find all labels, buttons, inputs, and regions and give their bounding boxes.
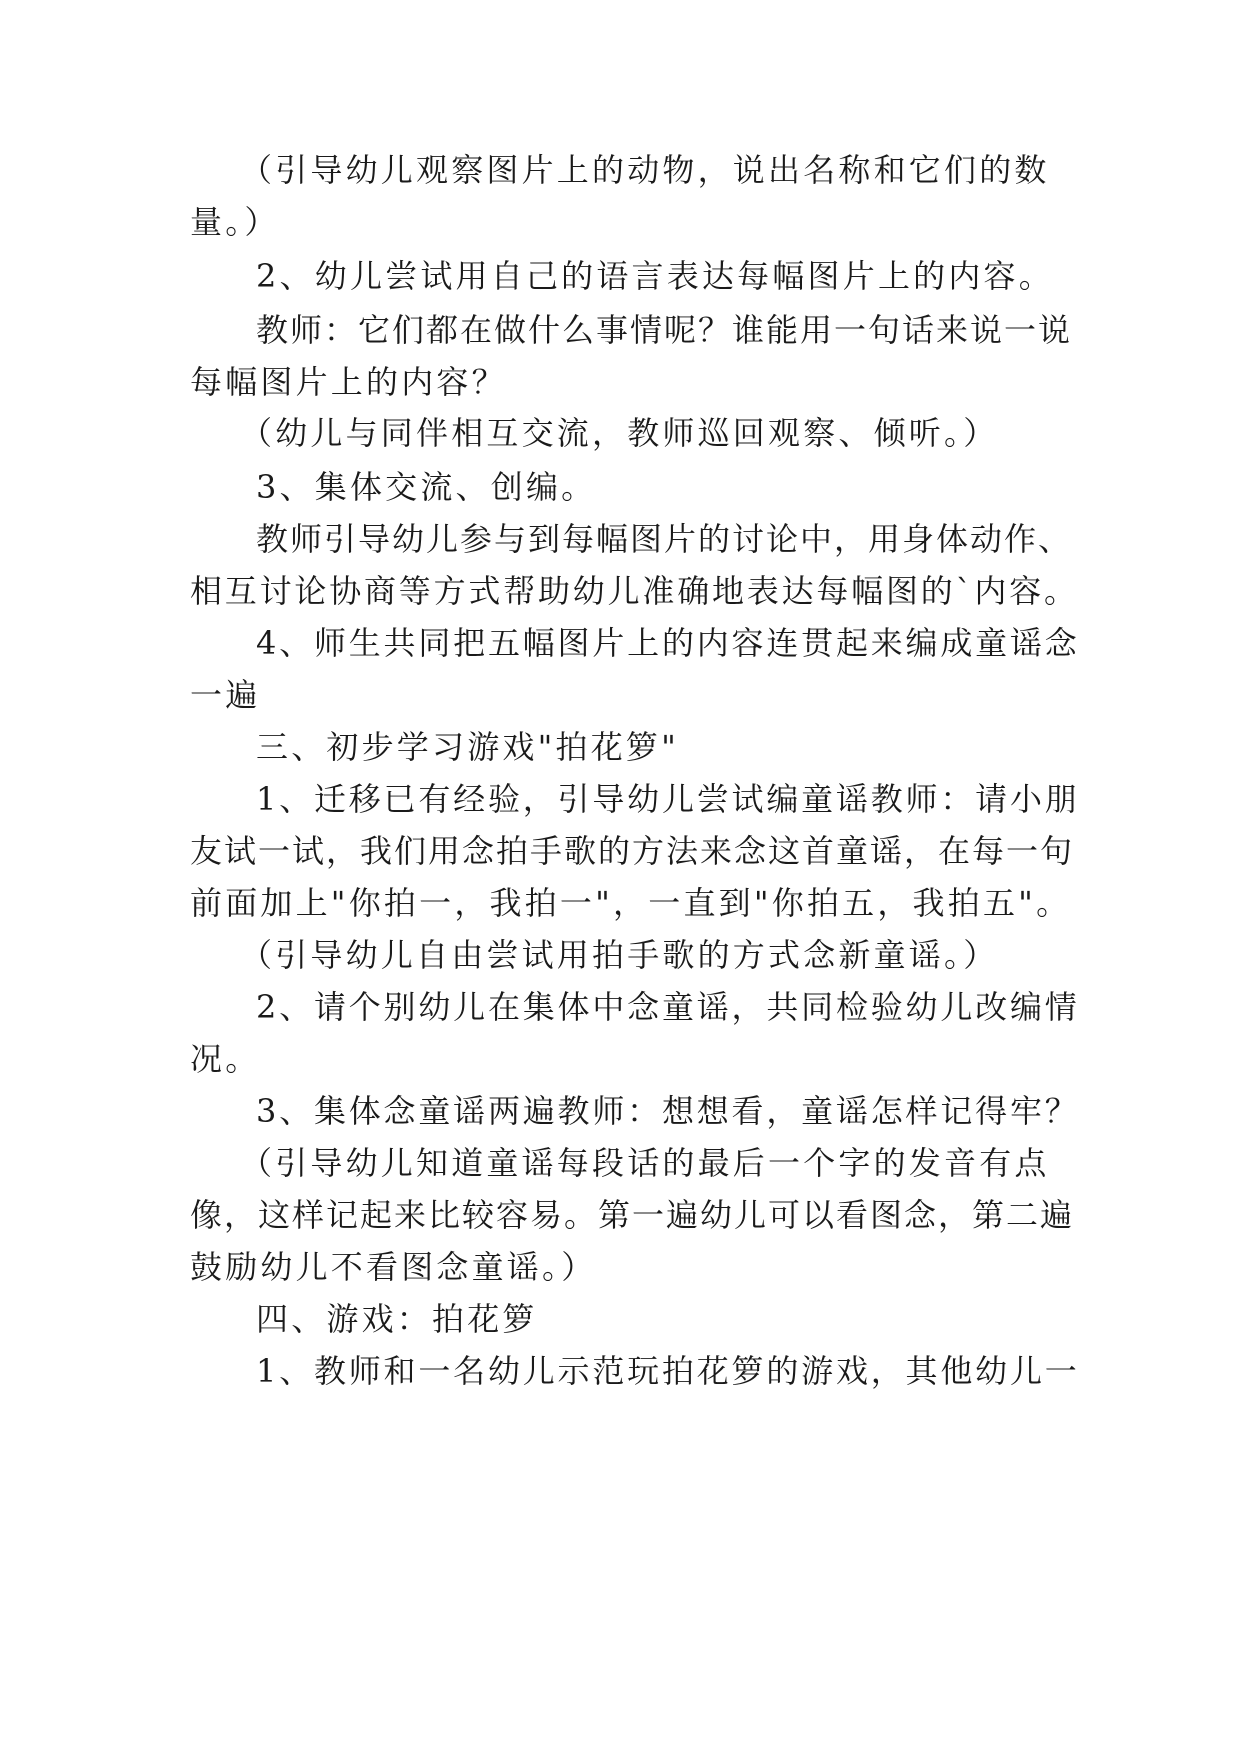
text-line: 1、教师和一名幼儿示范玩拍花箩的游戏，其他幼儿一 <box>256 1352 1080 1390</box>
text-line: 相互讨论协商等方式帮助幼儿准确地表达每幅图的`内容。 <box>190 572 1079 610</box>
text-line: 三、初步学习游戏"拍花箩" <box>256 728 680 766</box>
text-line: 2、幼儿尝试用自己的语言表达每幅图片上的内容。 <box>256 257 1054 295</box>
text-line: 4、师生共同把五幅图片上的内容连贯起来编成童谣念 <box>256 624 1080 662</box>
text-line: 3、集体念童谣两遍教师：想想看，童谣怎样记得牢？ <box>256 1092 1080 1130</box>
text-line: （引导幼儿自由尝试用拍手歌的方式念新童谣。） <box>240 936 999 974</box>
text-line: （引导幼儿观察图片上的动物，说出名称和它们的数 <box>240 151 1050 189</box>
text-line: 教师引导幼儿参与到每幅图片的讨论中，用身体动作、 <box>256 520 1073 558</box>
text-line: 量。） <box>190 203 280 241</box>
text-line: 鼓励幼儿不看图念童谣。） <box>190 1248 597 1286</box>
text-line: 况。 <box>190 1040 261 1078</box>
text-line: 像，这样记起来比较容易。第一遍幼儿可以看图念，第二遍 <box>190 1196 1075 1234</box>
text-line: 一遍 <box>190 676 261 714</box>
text-line: 四、游戏：拍花箩 <box>256 1300 538 1338</box>
text-line: 3、集体交流、创编。 <box>256 468 597 506</box>
text-line: 前面加上"你拍一，我拍一"，一直到"你拍五，我拍五"。 <box>190 884 1072 922</box>
text-line: 每幅图片上的内容？ <box>190 363 507 401</box>
text-line: 教师：它们都在做什么事情呢？谁能用一句话来说一说 <box>256 311 1073 349</box>
text-line: 2、请个别幼儿在集体中念童谣，共同检验幼儿改编情 <box>256 988 1080 1026</box>
text-line: （引导幼儿知道童谣每段话的最后一个字的发音有点 <box>240 1144 1050 1182</box>
text-line: 友试一试，我们用念拍手歌的方法来念这首童谣，在每一句 <box>190 832 1075 870</box>
text-line: 1、迁移已有经验，引导幼儿尝试编童谣教师：请小朋 <box>256 780 1080 818</box>
text-line: （幼儿与同伴相互交流，教师巡回观察、倾听。） <box>240 414 999 452</box>
